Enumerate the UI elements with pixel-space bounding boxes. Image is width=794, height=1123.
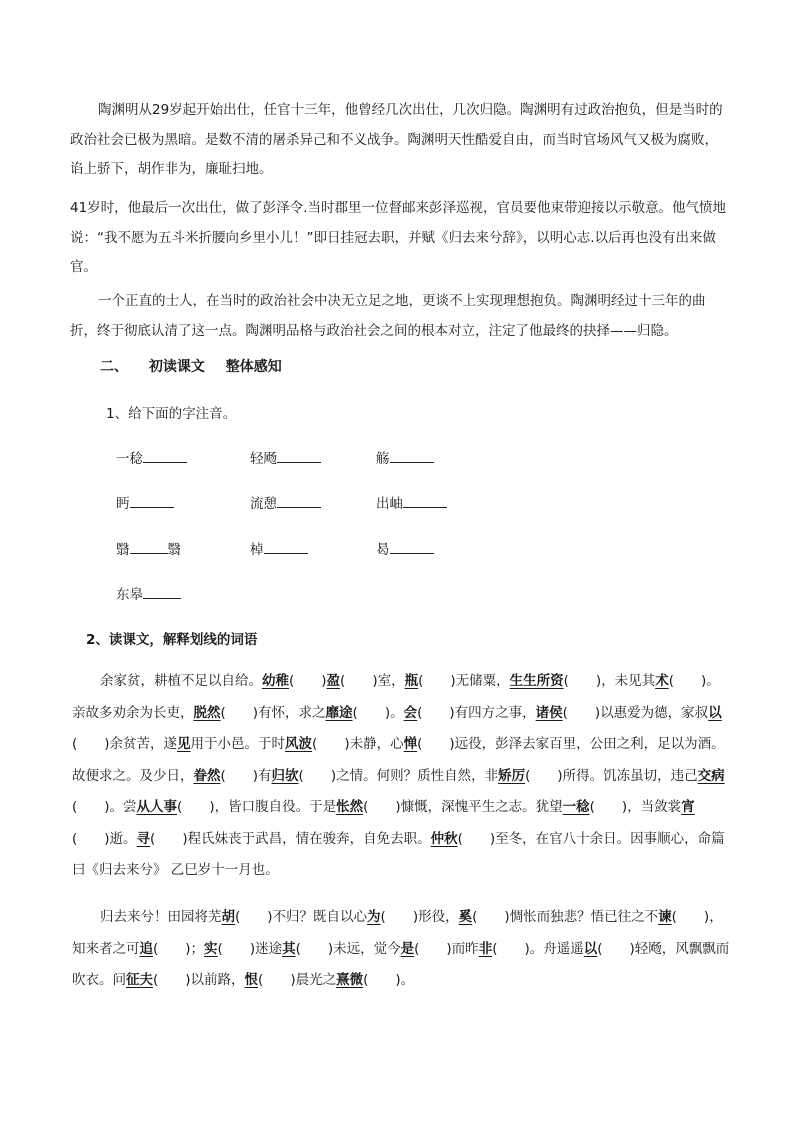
answer-blank[interactable]	[403, 493, 447, 508]
pinyin-item: 轻飏	[250, 447, 321, 467]
underlined-keyword: 是	[400, 940, 415, 957]
answer-parenthesis[interactable]: ( )	[417, 704, 455, 721]
underlined-keyword: 以	[583, 940, 598, 957]
underlined-keyword: 恨	[244, 972, 259, 988]
passage-text: 归去来兮！田园将芜	[100, 909, 222, 925]
answer-parenthesis[interactable]: ( )	[414, 940, 452, 957]
passage-text: 所得。饥冻虽切，违己	[562, 767, 698, 784]
underlined-keyword: 眷然	[193, 767, 221, 784]
pinyin-item: 眄	[116, 492, 174, 512]
passage-text: 未静，心	[349, 736, 404, 752]
pinyin-item: 翳 翳	[116, 538, 181, 558]
passage-text: 有	[258, 767, 272, 784]
answer-parenthesis[interactable]: ( )	[668, 673, 707, 689]
passage-text: 无储粟，	[455, 673, 510, 689]
answer-parenthesis[interactable]: ( )	[153, 972, 191, 988]
underlined-keyword: 矫厉	[498, 767, 526, 784]
passage-text: ；	[190, 940, 205, 957]
passage-text: 用于小邑。于时	[190, 736, 286, 752]
underlined-keyword: 仲秋	[430, 830, 458, 847]
underlined-keyword: 风波	[285, 736, 313, 752]
underlined-keyword: 谏	[658, 909, 672, 925]
answer-parenthesis[interactable]: ( )	[380, 909, 419, 925]
passage-text: 有四方之事，	[454, 704, 536, 721]
underlined-keyword: 瓶	[404, 673, 419, 689]
answer-parenthesis[interactable]: ( )	[177, 799, 215, 815]
answer-parenthesis[interactable]: ( )	[72, 830, 110, 847]
underlined-keyword: 怅然	[336, 799, 364, 815]
passage-text: 以前路，	[190, 972, 245, 988]
answer-parenthesis[interactable]: ( )	[363, 799, 401, 815]
underlined-keyword: 幼稚	[262, 673, 289, 689]
passage-text: 逝。	[109, 830, 137, 847]
passage-text: 。尝	[109, 799, 137, 815]
answer-blank[interactable]	[277, 448, 321, 463]
answer-parenthesis[interactable]: ( )	[472, 909, 510, 925]
intro-paragraph-2: 41岁时，他最后一次出仕，做了彭泽令.当时郡里一位督邮来彭泽巡视，官员要他束带迎接以示敬意。他气愤地说：“我不愿为五斗米折腰向乡里小儿！”即日挂冠去职，并赋《归去来兮辞》，以明心志.以后再也没有出来做官。	[70, 200, 726, 275]
answer-parenthesis[interactable]: ( )	[258, 972, 296, 988]
underlined-keyword: 其	[282, 940, 296, 957]
passage-text: 至冬，在官八十余日。因事顺心，命篇曰《归去来兮》 乙巳岁十一月也。	[72, 830, 725, 878]
underlined-keyword: 归欤	[271, 767, 299, 784]
pinyin-item: 流憩	[250, 492, 321, 512]
underlined-keyword: 会	[403, 704, 418, 721]
underlined-keyword: 交病	[697, 767, 725, 784]
underlined-keyword: 术	[655, 673, 669, 689]
pinyin-item: 觞	[376, 447, 434, 467]
underlined-keyword: 胡	[221, 909, 235, 925]
underlined-keyword: 诸侯	[535, 704, 563, 721]
passage-text: 。	[390, 704, 404, 721]
underlined-keyword: 非	[478, 940, 493, 957]
answer-parenthesis[interactable]: ( )	[220, 704, 259, 721]
underlined-keyword: 追	[139, 940, 153, 957]
passage-2	[72, 902, 732, 997]
answer-parenthesis[interactable]: ( )	[418, 673, 456, 689]
intro-paragraph-1: 陶渊明从29岁起开始出仕，任官十三年，他曾经几次出仕，几次归隐。陶渊明有过政治抱负，但是当时的政治社会已极为黑暗。是数不清的屠杀异己和不义战争。陶渊明天性酷爱自由，而当时官场风气又极为腐败，谄上骄下，胡作非为，廉耻扫地。	[70, 102, 723, 177]
underlined-keyword: 征夫	[126, 972, 153, 988]
section-title-a: 初读课文	[148, 359, 205, 375]
answer-parenthesis[interactable]: ( )	[217, 940, 256, 957]
answer-parenthesis[interactable]: ( )	[562, 704, 601, 721]
passage-text: 有怀，求之	[258, 704, 326, 721]
passage-text: 轻飏，风飘飘而吹衣。问	[72, 940, 730, 988]
answer-blank[interactable]	[277, 493, 321, 508]
answer-parenthesis[interactable]: ( )	[589, 799, 628, 815]
answer-parenthesis[interactable]: ( )	[597, 940, 635, 957]
passage-text: 之情。何则？质性自然，非	[336, 767, 499, 784]
underlined-keyword: 从人事	[136, 799, 178, 815]
passage-text: ，皆口腹自役。于是	[214, 799, 337, 815]
answer-parenthesis[interactable]: ( )	[352, 704, 391, 721]
answer-parenthesis[interactable]: ( )	[153, 940, 191, 957]
pinyin-item: 东皋	[116, 583, 181, 603]
passage-text: 不归？既自以心	[272, 909, 368, 925]
intro-paragraph-3: 一个正直的士人，在当时的政治社会中决无立足之地，更谈不上实现理想抱负。陶渊明经过十三年的曲折，终于彻底认清了这一点。陶渊明品格与政治社会之间的根本对立，注定了他最终的抉择——归隐。	[70, 293, 706, 339]
passage-text: ，知来者之可	[72, 909, 723, 957]
answer-parenthesis[interactable]: ( )	[295, 940, 334, 957]
section-heading	[100, 356, 298, 376]
answer-parenthesis[interactable]: ( )	[525, 767, 563, 784]
answer-blank[interactable]	[143, 584, 181, 599]
answer-parenthesis[interactable]: ( )	[235, 909, 273, 925]
underlined-keyword: 为	[367, 909, 381, 925]
question-2-title: 2、读课文，解释划线的词语	[86, 632, 258, 648]
passage-text: 余贫苦，遂	[109, 736, 178, 752]
answer-blank[interactable]	[264, 539, 308, 554]
underlined-keyword: 惮	[403, 736, 418, 752]
answer-parenthesis[interactable]: ( )	[312, 736, 350, 752]
passage-text: 惆怅而独悲？悟已往之不	[509, 909, 659, 925]
answer-blank[interactable]	[390, 539, 434, 554]
answer-parenthesis[interactable]: ( )	[363, 972, 401, 988]
answer-parenthesis[interactable]: ( )	[220, 767, 259, 784]
passage-main	[72, 902, 732, 997]
answer-parenthesis[interactable]: ( )	[563, 673, 602, 689]
passage-text: ，未见其	[601, 673, 656, 689]
passage-text: 未远，觉今	[333, 940, 401, 957]
answer-parenthesis[interactable]: ( )	[417, 736, 455, 752]
underlined-keyword: 以	[708, 704, 722, 721]
pinyin-item: 棹	[250, 538, 308, 558]
answer-parenthesis[interactable]: ( )	[492, 940, 530, 957]
answer-parenthesis[interactable]: ( )	[72, 799, 110, 815]
passage-text: 。	[400, 972, 415, 988]
answer-blank[interactable]	[390, 448, 434, 463]
passage-text: 形役，	[418, 909, 459, 925]
underlined-keyword: 熹微	[336, 972, 364, 988]
underlined-keyword: 脱然	[193, 704, 221, 721]
underlined-keyword: 奚	[458, 909, 473, 925]
underlined-keyword: 生生所资	[509, 673, 564, 689]
answer-parenthesis[interactable]: ( )	[289, 673, 327, 689]
passage-text: 远役，彭泽去家百里，公田之利，足以为酒。故便求之。及少日，	[72, 736, 725, 784]
passage-1	[72, 666, 732, 887]
answer-parenthesis[interactable]: ( )	[298, 767, 337, 784]
section-title-b: 整体感知	[225, 359, 282, 375]
pinyin-item: 一稔	[116, 447, 187, 467]
pinyin-item: 出岫	[376, 492, 447, 512]
passage-text: 以惠爱为德，家叔	[600, 704, 709, 721]
answer-parenthesis[interactable]: ( )	[340, 673, 378, 689]
answer-parenthesis[interactable]: ( )	[457, 830, 496, 847]
underlined-keyword: 宵	[681, 799, 695, 815]
underlined-keyword: 见	[177, 736, 191, 752]
passage-text: 而昨	[451, 940, 479, 957]
underlined-keyword: 一稔	[562, 799, 590, 815]
question-1-title: 1、给下面的字注音。	[106, 406, 237, 422]
passage-text: 。亲故多劝余为长吏，	[72, 673, 720, 721]
passage-text: 迷途	[255, 940, 283, 957]
underlined-keyword: 靡途	[325, 704, 353, 721]
answer-blank[interactable]	[130, 539, 168, 554]
passage-text: 慷慨，深愧平生之志。犹望	[400, 799, 563, 815]
answer-blank[interactable]	[143, 448, 187, 463]
passage-text: 晨光之	[295, 972, 337, 988]
underlined-keyword: 盈	[326, 673, 341, 689]
passage-preface	[72, 666, 732, 887]
answer-parenthesis[interactable]: ( )	[72, 736, 110, 752]
section-number: 二、	[100, 359, 128, 375]
passage-text: 余家贫，耕植不足以自给。	[100, 673, 262, 689]
underlined-keyword: 寻	[136, 830, 151, 847]
passage-text: ，当敛裳	[627, 799, 682, 815]
passage-text: 程氏妹丧于武昌，情在骏奔，自免去职。	[187, 830, 431, 847]
pinyin-item: 曷	[376, 538, 434, 558]
answer-blank[interactable]	[130, 493, 174, 508]
answer-parenthesis[interactable]: ( )	[671, 909, 710, 925]
answer-parenthesis[interactable]: ( )	[150, 830, 188, 847]
passage-text: 。舟遥遥	[529, 940, 584, 957]
underlined-keyword: 实	[204, 940, 218, 957]
passage-text: 室，	[377, 673, 405, 689]
